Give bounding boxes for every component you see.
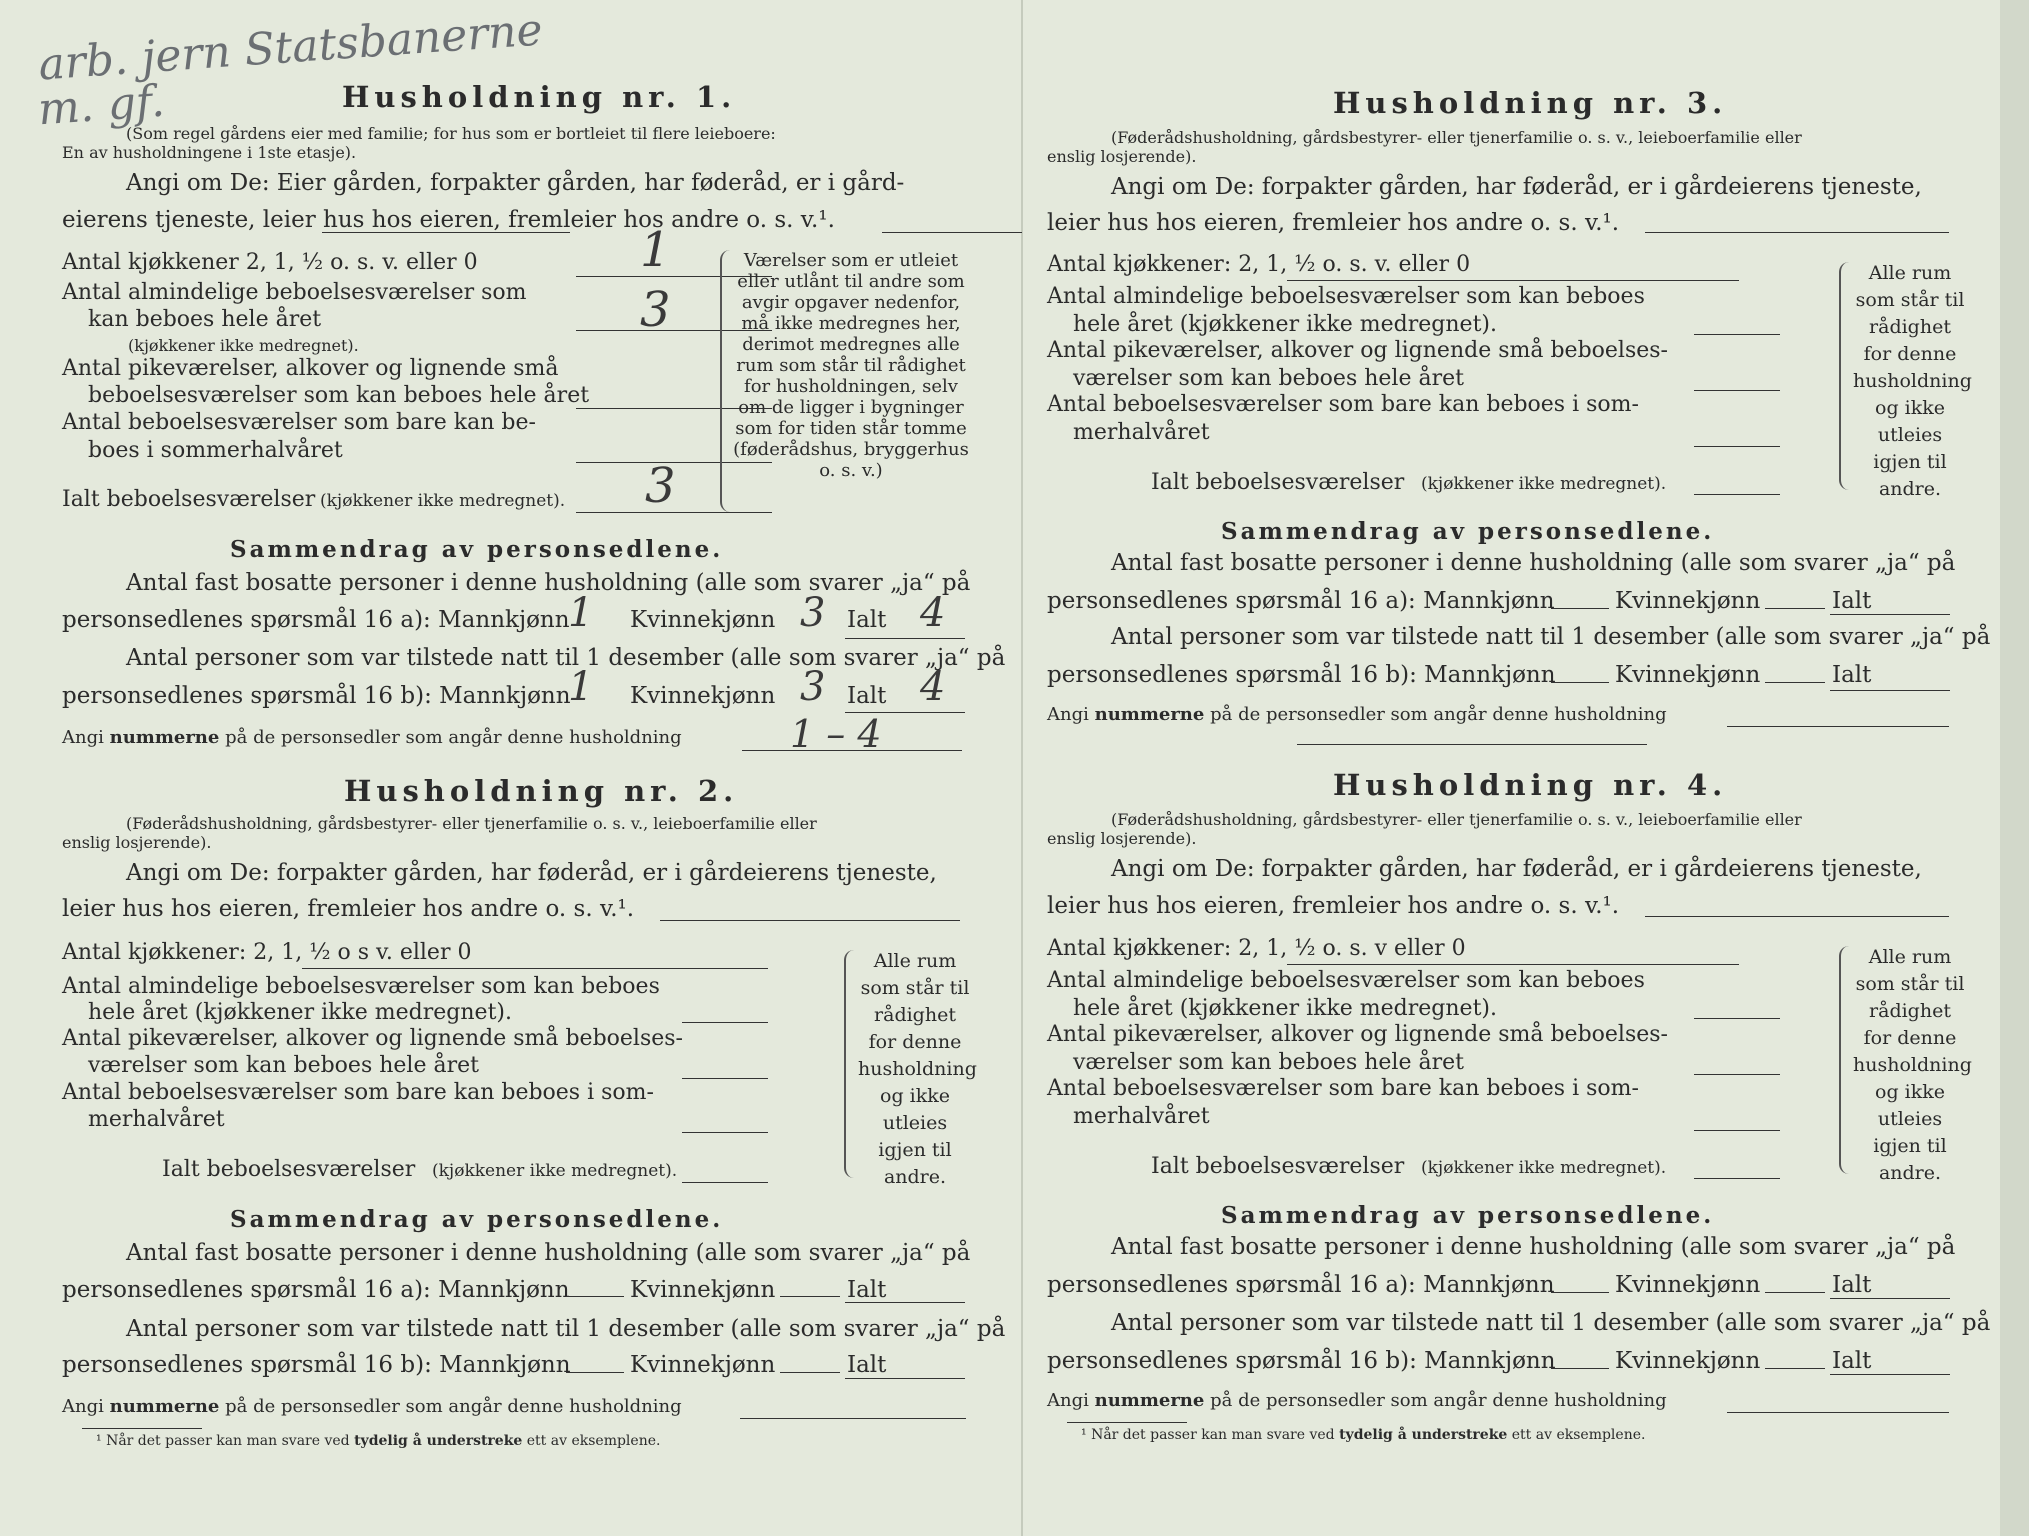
numbers-bold-4: nummerne <box>1094 1390 1205 1411</box>
fast-male-line-2 <box>566 1296 624 1297</box>
household-3-intro-2: enslig losjerende). <box>1047 147 1197 166</box>
household-4-small-rooms-2: værelser som kan beboes hele året <box>1073 1050 1464 1075</box>
household-4-angi-1: Angi om De: forpakter gården, har føderåd, er i gårdeierens tjeneste, <box>1111 856 1922 882</box>
present-female-line-2 <box>780 1372 840 1373</box>
rooms-line-4 <box>1694 1018 1780 1019</box>
fast-total-line-3 <box>1830 614 1950 615</box>
household-3-present-2: personsedlenes spørsmål 16 b): Mannkjønn <box>1047 662 1556 688</box>
household-1-rooms-1: Antal almindelige beboelsesværelser som <box>62 280 527 305</box>
household-1-intro-2: En av husholdningene i 1ste etasje). <box>62 143 357 162</box>
present-male-line-3 <box>1551 682 1609 683</box>
household-1-summary-title: Sammendrag av personsedlene. <box>230 536 724 563</box>
fast-total-line <box>845 638 965 639</box>
household-1-present-1: Antal personer som var tilstede natt til 1 desember (alle som svarer „ja“ på <box>126 645 1006 671</box>
summer-rooms-line-3 <box>1694 446 1780 447</box>
household-2-numbers-label <box>62 1396 682 1417</box>
present-female-line-3 <box>1765 682 1825 683</box>
hw-h1-16b-male: 1 <box>568 664 594 710</box>
fast-total-line-4 <box>1830 1298 1950 1299</box>
household-3-small-rooms-1: Antal pikeværelser, alkover og lignende små beboelses- <box>1047 338 1668 363</box>
household-1-angi-2: eierens tjeneste, leier hus hos eieren, fremleier hos andre o. s. v.¹. <box>62 207 835 233</box>
present-total-line-2 <box>845 1378 965 1379</box>
household-2-angi-1: Angi om De: forpakter gården, har føderåd, er i gårdeierens tjeneste, <box>126 860 937 886</box>
household-3-present-1: Antal personer som var tilstede natt til 1 desember (alle som svarer „ja“ på <box>1111 624 1991 650</box>
household-1-side-note: Værelser som er utleiet eller utlånt til andre som avgir opgaver nedenfor, må ikke medregnes her, derimot medregnes alle rum som står til rådighet for husholdningen, selv om de ligger i bygninger som for tiden står tomme (føderådshus, bryggerhus o. s. v.) <box>733 250 969 481</box>
footnote-left-c: ett av eksemplene. <box>526 1433 661 1449</box>
angi-line <box>882 232 1022 233</box>
household-1-title: Husholdning nr. 1. <box>342 80 737 114</box>
household-2-small-rooms-1: Antal pikeværelser, alkover og lignende små beboelses- <box>62 1026 683 1051</box>
household-3-total-rooms: Ialt beboelsesværelser <box>1151 470 1405 495</box>
household-2-angi-2: leier hus hos eieren, fremleier hos andre o. s. v.¹. <box>62 896 635 922</box>
household-1-fast-1: Antal fast bosatte personer i denne husholdning (alle som svarer „ja“ på <box>126 570 971 596</box>
kitchens-line-3 <box>1287 280 1739 281</box>
household-2-present-2: personsedlenes spørsmål 16 b): Mannkjønn <box>62 1352 571 1378</box>
summer-rooms-line-4 <box>1694 1130 1780 1131</box>
household-3-intro-1: (Føderådshusholdning, gårdsbestyrer- eller tjenerfamilie o. s. v., leieboerfamilie eller <box>1111 128 1802 147</box>
household-3-fast-2: personsedlenes spørsmål 16 a): Mannkjønn <box>1047 588 1555 614</box>
household-1-fast-2: personsedlenes spørsmål 16 a): Mannkjønn <box>62 607 570 633</box>
numbers-rest: på de personsedler som angår denne husholdning <box>225 727 682 748</box>
numbers-bold: nummerne <box>109 727 220 748</box>
household-3-present-total-label: Ialt <box>1832 662 1872 688</box>
household-4-summer-rooms-2: merhalvåret <box>1073 1104 1210 1129</box>
footnote-left <box>96 1433 660 1449</box>
pencil-note-line2: m. gf. <box>36 75 167 136</box>
rooms-line-2 <box>682 1022 768 1023</box>
hw-h1-kitchens: 1 <box>640 222 671 278</box>
household-3-angi-1: Angi om De: forpakter gården, har føderåd, er i gårdeierens tjeneste, <box>1111 174 1922 200</box>
household-2-intro-1: (Føderådshusholdning, gårdsbestyrer- eller tjenerfamilie o. s. v., leieboerfamilie eller <box>126 814 817 833</box>
hw-h1-16a-total: 4 <box>920 590 946 636</box>
household-3-side-note: Alle rum som står til rådighet for denne husholdning og ikke utleies igjen til andre. <box>1853 262 1972 500</box>
household-2-summary-title: Sammendrag av personsedlene. <box>230 1206 724 1233</box>
numbers-angi-2: Angi <box>62 1396 104 1417</box>
household-2-summer-rooms-1: Antal beboelsesværelser som bare kan beboes i som- <box>62 1080 654 1105</box>
small-rooms-line-3 <box>1694 390 1780 391</box>
household-1-angi-1: Angi om De: Eier gården, forpakter gården, har føderåd, er i gård- <box>126 170 905 196</box>
numbers-rest-4: på de personsedler som angår denne husholdning <box>1210 1390 1667 1411</box>
footnote-rule <box>82 1428 202 1429</box>
numbers-angi-3: Angi <box>1047 704 1089 725</box>
present-total-line-4 <box>1830 1374 1950 1375</box>
household-2-fast-total-label: Ialt <box>847 1277 887 1303</box>
hw-h1-16a-male: 1 <box>568 590 594 636</box>
footnote-rule-right <box>1067 1422 1187 1423</box>
summer-rooms-line-2 <box>682 1132 768 1133</box>
household-1-small-rooms-1: Antal pikeværelser, alkover og lignende små <box>62 356 559 381</box>
total-rooms-line-3 <box>1694 494 1780 495</box>
household-1-kitchens: Antal kjøkkener 2, 1, ½ o. s. v. eller 0 <box>62 250 478 275</box>
fast-female-line-2 <box>780 1296 840 1297</box>
pencil-note-line1: arb. jern Statsbanerne <box>36 4 545 91</box>
total-rooms-line-2 <box>682 1182 768 1183</box>
page-fold <box>1021 0 1023 1536</box>
household-1-total-rooms-note: (kjøkkener ikke medregnet). <box>320 491 566 511</box>
household-2-fast-1: Antal fast bosatte personer i denne husholdning (alle som svarer „ja“ på <box>126 1240 971 1266</box>
total-rooms-line-4 <box>1694 1178 1780 1179</box>
rooms-line-3 <box>1694 334 1780 335</box>
household-2-fast-female-label: Kvinnekjønn <box>630 1277 776 1303</box>
household-4-side-note: Alle rum som står til rådighet for denne husholdning og ikke utleies igjen til andre. <box>1853 946 1972 1184</box>
household-2-summer-rooms-2: merhalvåret <box>88 1107 225 1132</box>
present-female-line-4 <box>1765 1368 1825 1369</box>
household-4-total-rooms-note: (kjøkkener ikke medregnet). <box>1421 1158 1667 1178</box>
household-4-kitchens: Antal kjøkkener: 2, 1, ½ o. s. v eller 0 <box>1047 936 1466 961</box>
present-male-line-2 <box>566 1372 624 1373</box>
household-2-rooms-1: Antal almindelige beboelsesværelser som kan beboes <box>62 974 660 999</box>
household-1-rooms-2: kan beboes hele året <box>88 307 322 332</box>
household-2-total-rooms-note: (kjøkkener ikke medregnet). <box>432 1161 678 1181</box>
hw-h1-16b-female: 3 <box>800 664 826 710</box>
household-4-fast-2: personsedlenes spørsmål 16 a): Mannkjønn <box>1047 1272 1555 1298</box>
numbers-rest-3: på de personsedler som angår denne husholdning <box>1210 704 1667 725</box>
household-2-present-1: Antal personer som var tilstede natt til 1 desember (alle som svarer „ja“ på <box>126 1316 1006 1342</box>
household-4-present-1: Antal personer som var tilstede natt til 1 desember (alle som svarer „ja“ på <box>1111 1310 1991 1336</box>
numbers-bold-2: nummerne <box>109 1396 220 1417</box>
household-4-title: Husholdning nr. 4. <box>1333 768 1728 802</box>
household-1-small-rooms-2: beboelsesværelser som kan beboes hele året <box>88 383 590 408</box>
household-2-total-rooms: Ialt beboelsesværelser <box>162 1157 416 1182</box>
household-3-title: Husholdning nr. 3. <box>1333 86 1728 120</box>
numbers-angi: Angi <box>62 727 104 748</box>
household-3-rooms-1: Antal almindelige beboelsesværelser som kan beboes <box>1047 284 1645 309</box>
present-total-line-3 <box>1830 690 1950 691</box>
fast-female-line-4 <box>1765 1292 1825 1293</box>
household-1-intro-1: (Som regel gårdens eier med familie; for hus som er bortleiet til flere leieboere: <box>126 124 776 143</box>
side-note-brace <box>720 250 732 512</box>
household-3-summer-rooms-1: Antal beboelsesværelser som bare kan beboes i som- <box>1047 392 1639 417</box>
household-3-summer-rooms-2: merhalvåret <box>1073 420 1210 445</box>
household-3-small-rooms-2: værelser som kan beboes hele året <box>1073 366 1464 391</box>
footnote-right <box>1081 1427 1645 1443</box>
household-3-total-rooms-note: (kjøkkener ikke medregnet). <box>1421 474 1667 494</box>
household-4-rooms-1: Antal almindelige beboelsesværelser som kan beboes <box>1047 968 1645 993</box>
household-4-fast-total-label: Ialt <box>1832 1272 1872 1298</box>
household-3-fast-female-label: Kvinnekjønn <box>1615 588 1761 614</box>
footnote-right-a: ¹ Når det passer kan man svare ved <box>1081 1427 1335 1443</box>
household-4-total-rooms: Ialt beboelsesværelser <box>1151 1154 1405 1179</box>
household-4-small-rooms-1: Antal pikeværelser, alkover og lignende små beboelses- <box>1047 1022 1668 1047</box>
household-3-fast-1: Antal fast bosatte personer i denne husholdning (alle som svarer „ja“ på <box>1111 550 1956 576</box>
underline-leier-hus <box>322 232 570 233</box>
kitchens-line-4 <box>1287 964 1739 965</box>
household-2-intro-2: enslig losjerende). <box>62 833 212 852</box>
household-1-rooms-3: (kjøkkener ikke medregnet). <box>128 336 359 355</box>
household-3-rooms-2: hele året (kjøkkener ikke medregnet). <box>1073 312 1497 337</box>
household-4-present-2: personsedlenes spørsmål 16 b): Mannkjønn <box>1047 1348 1556 1374</box>
household-4-present-total-label: Ialt <box>1832 1348 1872 1374</box>
hw-h1-rooms: 3 <box>640 282 671 338</box>
household-2-small-rooms-2: værelser som kan beboes hele året <box>88 1053 479 1078</box>
numbers-angi-4: Angi <box>1047 1390 1089 1411</box>
hw-h1-16b-total: 4 <box>920 664 946 710</box>
household-2-present-female-label: Kvinnekjønn <box>630 1352 776 1378</box>
small-rooms-line-4 <box>1694 1074 1780 1075</box>
footnote-left-b: tydelig å understreke <box>354 1433 523 1449</box>
scan-edge <box>2000 0 2029 1536</box>
footnote-right-c: ett av eksemplene. <box>1511 1427 1646 1443</box>
household-2-present-total-label: Ialt <box>847 1352 887 1378</box>
numbers-line-4 <box>1727 1412 1949 1413</box>
household-4-present-female-label: Kvinnekjønn <box>1615 1348 1761 1374</box>
angi-line-4 <box>1645 916 1949 917</box>
side-note-brace-4 <box>1839 946 1851 1174</box>
side-note-brace-2 <box>844 950 856 1178</box>
household-1-summer-rooms-2: boes i sommerhalvåret <box>88 438 343 463</box>
household-4-fast-1: Antal fast bosatte personer i denne husholdning (alle som svarer „ja“ på <box>1111 1234 1956 1260</box>
household-1-summer-rooms-1: Antal beboelsesværelser som bare kan be- <box>62 410 536 435</box>
household-4-fast-female-label: Kvinnekjønn <box>1615 1272 1761 1298</box>
side-note-brace-3 <box>1839 262 1851 490</box>
household-1-total-rooms: Ialt beboelsesværelser <box>62 487 316 512</box>
household-2-side-note: Alle rum som står til rådighet for denne husholdning og ikke utleies igjen til andre. <box>858 950 977 1188</box>
household-2-title: Husholdning nr. 2. <box>344 774 739 808</box>
kitchens-line-2 <box>302 968 768 969</box>
numbers-bold-3: nummerne <box>1094 704 1205 725</box>
fast-male-line-4 <box>1551 1292 1609 1293</box>
numbers-line-2 <box>740 1418 966 1419</box>
household-1-present-total-label: Ialt <box>847 683 887 709</box>
household-4-rooms-2: hele året (kjøkkener ikke medregnet). <box>1073 996 1497 1021</box>
household-2-fast-2: personsedlenes spørsmål 16 a): Mannkjønn <box>62 1277 570 1303</box>
household-1-fast-total-label: Ialt <box>847 607 887 633</box>
angi-line-2 <box>660 920 960 921</box>
household-1-present-2: personsedlenes spørsmål 16 b): Mannkjønn <box>62 683 571 709</box>
household-3-angi-2: leier hus hos eieren, fremleier hos andre o. s. v.¹. <box>1047 210 1620 236</box>
household-1-numbers-label <box>62 727 682 748</box>
hw-h1-total-rooms: 3 <box>645 458 676 514</box>
household-1-fast-female-label: Kvinnekjønn <box>630 607 776 633</box>
household-3-kitchens: Antal kjøkkener: 2, 1, ½ o. s. v. eller 0 <box>1047 252 1471 277</box>
household-4-angi-2: leier hus hos eieren, fremleier hos andre o. s. v.¹. <box>1047 893 1620 919</box>
household-4-intro-1: (Føderådshusholdning, gårdsbestyrer- eller tjenerfamilie o. s. v., leieboerfamilie eller <box>1111 810 1802 829</box>
fast-female-line-3 <box>1765 608 1825 609</box>
household-4-intro-2: enslig losjerende). <box>1047 829 1197 848</box>
numbers-line-3 <box>1727 726 1949 727</box>
fast-male-line-3 <box>1551 608 1609 609</box>
hw-h1-16a-female: 3 <box>800 590 826 636</box>
angi-line-3 <box>1645 232 1949 233</box>
present-male-line-4 <box>1551 1368 1609 1369</box>
household-3-present-female-label: Kvinnekjønn <box>1615 662 1761 688</box>
household-2-kitchens: Antal kjøkkener: 2, 1, ½ o s v. eller 0 <box>62 940 472 965</box>
household-3-summary-title: Sammendrag av personsedlene. <box>1221 518 1715 545</box>
small-rooms-line-2 <box>682 1078 768 1079</box>
hw-h1-numbers: 1 – 4 <box>790 712 882 756</box>
fast-total-line-2 <box>845 1302 965 1303</box>
household-3-fast-total-label: Ialt <box>1832 588 1872 614</box>
household-2-rooms-2: hele året (kjøkkener ikke medregnet). <box>88 1000 512 1025</box>
household-3-numbers-label <box>1047 704 1667 725</box>
household-4-summary-title: Sammendrag av personsedlene. <box>1221 1202 1715 1229</box>
household-4-summer-rooms-1: Antal beboelsesværelser som bare kan beboes i som- <box>1047 1076 1639 1101</box>
numbers-rest-2: på de personsedler som angår denne husholdning <box>225 1396 682 1417</box>
household-1-present-female-label: Kvinnekjønn <box>630 683 776 709</box>
household-4-numbers-label <box>1047 1390 1667 1411</box>
household-separator <box>1297 744 1647 745</box>
footnote-right-b: tydelig å understreke <box>1339 1427 1508 1443</box>
footnote-left-a: ¹ Når det passer kan man svare ved <box>96 1433 350 1449</box>
